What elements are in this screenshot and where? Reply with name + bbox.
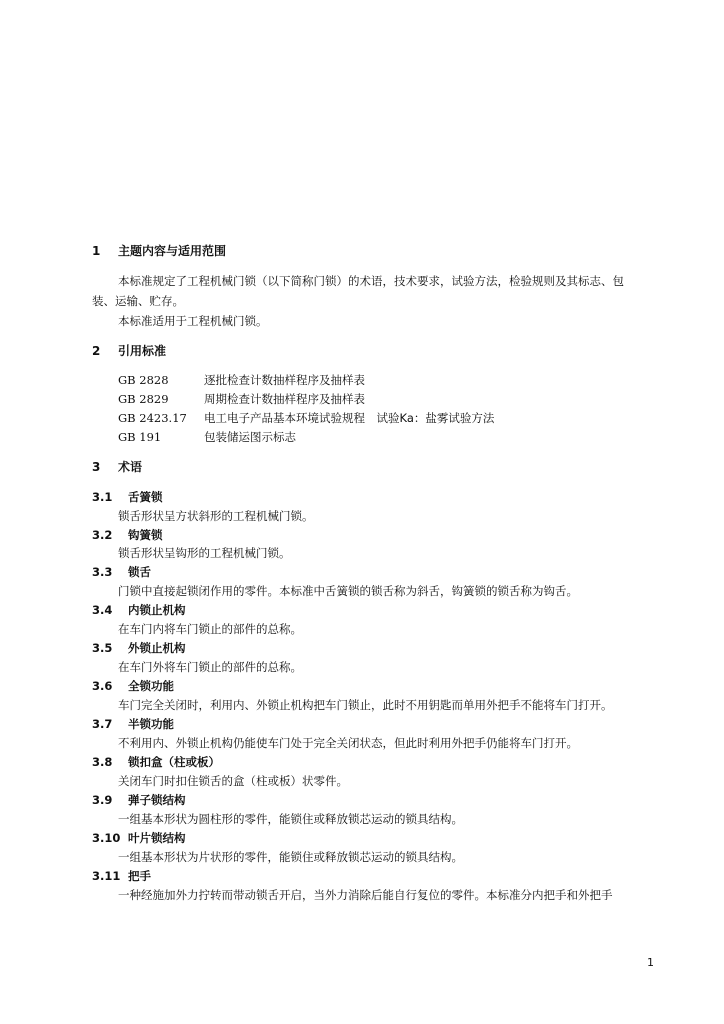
term-heading xyxy=(92,869,151,883)
term-definition: 不利用内、外锁止机构仍能使车门处于完全关闭状态，但此时利用外把手仍能将车门打开。 xyxy=(118,736,578,750)
term-title: 内锁止机构 xyxy=(128,603,186,617)
term-heading xyxy=(92,717,174,731)
term-heading xyxy=(92,528,163,542)
term-heading xyxy=(92,793,186,807)
term-definition: 在车门内将车门锁止的部件的总称。 xyxy=(118,622,302,636)
term-definition: 关闭车门时扣住锁舌的盒（柱或板）状零件。 xyxy=(118,774,348,788)
reference-title: 逐批检查计数抽样程序及抽样表 xyxy=(204,373,365,387)
term-definition: 在车门外将车门锁止的部件的总称。 xyxy=(118,660,302,674)
term-title: 锁扣盒（柱或板） xyxy=(128,755,220,769)
reference-code: GB 191 xyxy=(118,430,162,444)
term-number: 3.6 xyxy=(92,679,113,693)
term-title: 叶片锁结构 xyxy=(128,831,186,845)
reference-title: 周期检查计数抽样程序及抽样表 xyxy=(204,392,365,406)
paragraph-line: 本标准规定了工程机械门锁（以下简称门锁）的术语，技术要求，试验方法，检验规则及其标志、包 xyxy=(118,274,624,288)
term-definition: 一组基本形状为片状形的零件，能锁住或释放锁芯运动的锁具结构。 xyxy=(118,850,463,864)
term-heading xyxy=(92,565,151,579)
term-title: 舌簧锁 xyxy=(128,490,163,504)
term-heading xyxy=(92,641,186,655)
reference-title: 包装储运图示标志 xyxy=(204,430,296,444)
term-number: 3.11 xyxy=(92,869,121,883)
term-definition: 锁舌形状呈钩形的工程机械门锁。 xyxy=(118,546,291,560)
term-title: 钩簧锁 xyxy=(128,528,163,542)
term-number: 3.3 xyxy=(92,565,113,579)
reference-code: GB 2423.17 xyxy=(118,411,187,425)
term-definition: 一种经施加外力拧转而带动锁舌开启，当外力消除后能自行复位的零件。本标准分内把手和外把手 xyxy=(118,888,613,902)
term-heading xyxy=(92,679,174,693)
term-title: 弹子锁结构 xyxy=(128,793,186,807)
section-title: 术语 xyxy=(118,460,143,474)
term-number: 3.8 xyxy=(92,755,113,769)
paragraph-line: 装、运输、贮存。 xyxy=(92,294,184,308)
reference-code: GB 2829 xyxy=(118,392,169,406)
term-number: 3.4 xyxy=(92,603,113,617)
section-3-heading xyxy=(92,460,142,474)
term-title: 锁舌 xyxy=(128,565,151,579)
term-heading xyxy=(92,603,186,617)
term-title: 全锁功能 xyxy=(128,679,174,693)
term-number: 3.7 xyxy=(92,717,113,731)
section-1-heading xyxy=(92,244,226,258)
section-title: 引用标准 xyxy=(118,344,167,358)
term-number: 3.5 xyxy=(92,641,113,655)
reference-row xyxy=(118,411,494,425)
page-number: 1 xyxy=(647,956,654,969)
term-definition: 门锁中直接起锁闭作用的零件。本标准中舌簧锁的锁舌称为斜舌，钩簧锁的锁舌称为钩舌。 xyxy=(118,584,578,598)
reference-row xyxy=(118,392,365,406)
term-number: 3.9 xyxy=(92,793,113,807)
reference-code: GB 2828 xyxy=(118,373,169,387)
reference-row xyxy=(118,430,296,444)
section-number: 2 xyxy=(92,344,101,358)
reference-title: 电工电子产品基本环境试验规程 试验Ka：盐雾试验方法 xyxy=(204,411,495,425)
term-definition: 车门完全关闭时，利用内、外锁止机构把车门锁止，此时不用钥匙而单用外把手不能将车门打开。 xyxy=(118,698,613,712)
term-heading xyxy=(92,755,220,769)
section-2-heading xyxy=(92,344,166,358)
term-heading xyxy=(92,831,186,845)
term-number: 3.10 xyxy=(92,831,121,845)
section-title: 主题内容与适用范围 xyxy=(118,244,227,258)
section-number: 3 xyxy=(92,460,101,474)
term-title: 外锁止机构 xyxy=(128,641,186,655)
term-title: 半锁功能 xyxy=(128,717,174,731)
term-heading xyxy=(92,490,163,504)
reference-row xyxy=(118,373,365,387)
paragraph: 本标准适用于工程机械门锁。 xyxy=(118,314,268,328)
section-number: 1 xyxy=(92,244,101,258)
term-definition: 锁舌形状呈方状斜形的工程机械门锁。 xyxy=(118,509,314,523)
term-title: 把手 xyxy=(128,869,151,883)
term-number: 3.1 xyxy=(92,490,113,504)
term-definition: 一组基本形状为圆柱形的零件，能锁住或释放锁芯运动的锁具结构。 xyxy=(118,812,463,826)
term-number: 3.2 xyxy=(92,528,113,542)
